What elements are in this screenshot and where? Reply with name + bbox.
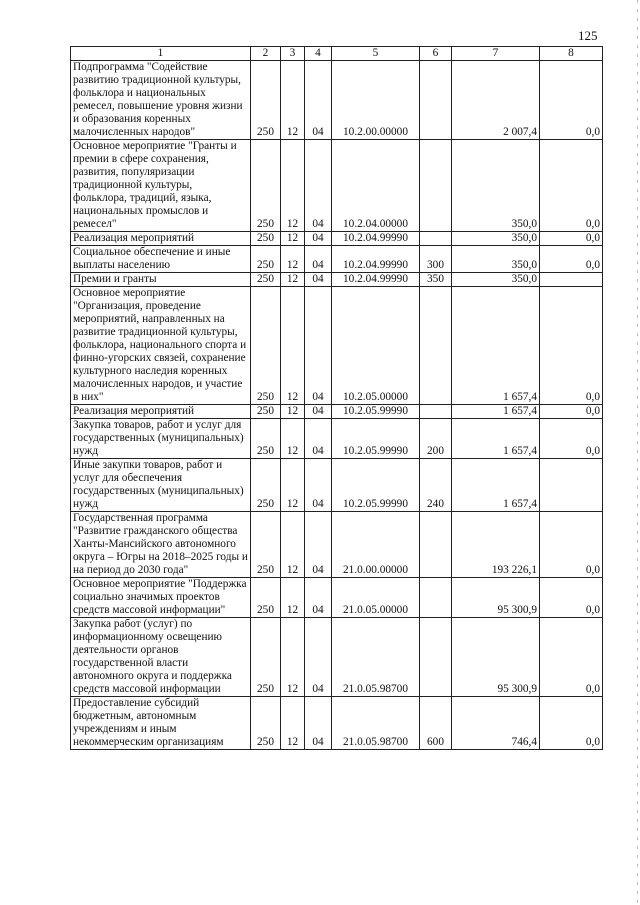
page-number: 125 — [578, 28, 598, 43]
row-col2-cell: 250 — [251, 697, 281, 750]
row-col3-cell: 12 — [281, 618, 305, 697]
row-col3-cell: 12 — [281, 140, 305, 232]
row-code-cell: 10.2.05.99990 — [332, 419, 420, 459]
row-amount2-cell — [540, 459, 603, 512]
row-col3-cell: 12 — [281, 273, 305, 287]
table-row — [71, 697, 603, 750]
table-row — [71, 246, 603, 273]
table-row — [71, 618, 603, 697]
row-type-cell: 240 — [420, 459, 452, 512]
row-type-cell — [420, 512, 452, 578]
row-col2-cell: 250 — [251, 419, 281, 459]
row-type-cell: 200 — [420, 419, 452, 459]
table-row — [71, 512, 603, 578]
row-name-cell: Предоставление субсидий бюджетным, автономным учреждениям и иным некоммерческим организациям — [71, 697, 251, 750]
row-amount2-cell: 0,0 — [540, 419, 603, 459]
row-col2-cell: 250 — [251, 578, 281, 618]
header-col-4: 4 — [305, 47, 332, 61]
table-row — [71, 140, 603, 232]
row-col2-cell: 250 — [251, 232, 281, 246]
row-name-cell: Иные закупки товаров, работ и услуг для обеспечения государственных (муниципальных) нужд — [71, 459, 251, 512]
row-col4-cell: 04 — [305, 578, 332, 618]
row-type-cell — [420, 405, 452, 419]
row-col4-cell: 04 — [305, 273, 332, 287]
row-col2-cell: 250 — [251, 140, 281, 232]
row-amount2-cell: 0,0 — [540, 246, 603, 273]
row-amount-cell: 2 007,4 — [452, 61, 540, 140]
row-col2-cell: 250 — [251, 618, 281, 697]
header-col-7: 7 — [452, 47, 540, 61]
row-amount2-cell: 0,0 — [540, 578, 603, 618]
table-row — [71, 232, 603, 246]
row-col3-cell: 12 — [281, 578, 305, 618]
row-code-cell: 21.0.05.00000 — [332, 578, 420, 618]
row-code-cell: 10.2.05.99990 — [332, 459, 420, 512]
row-type-cell — [420, 578, 452, 618]
row-code-cell: 10.2.04.99990 — [332, 273, 420, 287]
row-code-cell: 10.2.04.99990 — [332, 232, 420, 246]
table-row — [71, 578, 603, 618]
row-col2-cell: 250 — [251, 273, 281, 287]
header-col-5: 5 — [332, 47, 420, 61]
header-col-2: 2 — [251, 47, 281, 61]
row-amount-cell: 95 300,9 — [452, 578, 540, 618]
row-type-cell: 300 — [420, 246, 452, 273]
row-col4-cell: 04 — [305, 512, 332, 578]
row-amount2-cell: 0,0 — [540, 232, 603, 246]
row-col4-cell: 04 — [305, 419, 332, 459]
row-amount-cell: 95 300,9 — [452, 618, 540, 697]
row-amount2-cell: 0,0 — [540, 61, 603, 140]
row-name-cell: Закупка работ (услуг) по информационному освещению деятельности органов государственной власти автономного округа и поддержка средств массовой информации — [71, 618, 251, 697]
row-type-cell — [420, 287, 452, 405]
table-row — [71, 419, 603, 459]
row-code-cell: 21.0.05.98700 — [332, 697, 420, 750]
row-name-cell: Основное мероприятие "Поддержка социально значимых проектов средств массовой информации" — [71, 578, 251, 618]
row-col3-cell: 12 — [281, 246, 305, 273]
row-amount2-cell — [540, 273, 603, 287]
table-row — [71, 273, 603, 287]
row-amount-cell: 350,0 — [452, 232, 540, 246]
row-name-cell: Реализация мероприятий — [71, 405, 251, 419]
row-col4-cell: 04 — [305, 287, 332, 405]
row-amount-cell: 746,4 — [452, 697, 540, 750]
row-code-cell: 10.2.00.00000 — [332, 61, 420, 140]
header-col-8: 8 — [540, 47, 603, 61]
row-type-cell — [420, 232, 452, 246]
row-col3-cell: 12 — [281, 232, 305, 246]
row-amount2-cell: 0,0 — [540, 697, 603, 750]
header-col-6: 6 — [420, 47, 452, 61]
scan-edge-decoration — [637, 0, 638, 905]
row-col4-cell: 04 — [305, 459, 332, 512]
row-name-cell: Закупка товаров, работ и услуг для государственных (муниципальных) нужд — [71, 419, 251, 459]
row-name-cell: Премии и гранты — [71, 273, 251, 287]
row-amount2-cell: 0,0 — [540, 287, 603, 405]
row-col3-cell: 12 — [281, 697, 305, 750]
row-amount-cell: 350,0 — [452, 140, 540, 232]
row-amount-cell: 193 226,1 — [452, 512, 540, 578]
row-col3-cell: 12 — [281, 419, 305, 459]
row-amount-cell: 350,0 — [452, 273, 540, 287]
row-code-cell: 10.2.05.99990 — [332, 405, 420, 419]
row-name-cell: Основное мероприятие "Гранты и премии в сфере сохранения, развития, популяризации традиционной культуры, фольклора, традиций, языка, национальных промыслов и ремесел" — [71, 140, 251, 232]
row-type-cell: 600 — [420, 697, 452, 750]
row-amount2-cell: 0,0 — [540, 140, 603, 232]
table-row — [71, 405, 603, 419]
row-col4-cell: 04 — [305, 618, 332, 697]
row-amount-cell: 1 657,4 — [452, 419, 540, 459]
row-col4-cell: 04 — [305, 246, 332, 273]
row-amount-cell: 1 657,4 — [452, 405, 540, 419]
row-amount-cell: 350,0 — [452, 246, 540, 273]
row-code-cell: 21.0.00.00000 — [332, 512, 420, 578]
table-row — [71, 459, 603, 512]
table-row — [71, 61, 603, 140]
row-col2-cell: 250 — [251, 405, 281, 419]
row-amount2-cell: 0,0 — [540, 405, 603, 419]
row-col3-cell: 12 — [281, 405, 305, 419]
row-amount2-cell: 0,0 — [540, 618, 603, 697]
row-col2-cell: 250 — [251, 246, 281, 273]
row-code-cell: 10.2.04.99990 — [332, 246, 420, 273]
row-col2-cell: 250 — [251, 287, 281, 405]
row-col3-cell: 12 — [281, 61, 305, 140]
row-col3-cell: 12 — [281, 512, 305, 578]
row-col2-cell: 250 — [251, 512, 281, 578]
row-code-cell: 10.2.04.00000 — [332, 140, 420, 232]
row-col3-cell: 12 — [281, 287, 305, 405]
row-type-cell — [420, 618, 452, 697]
row-col2-cell: 250 — [251, 459, 281, 512]
row-name-cell: Государственная программа "Развитие гражданского общества Ханты-Мансийского автономного округа – Югры на 2018–2025 годы и на период до 2030 года" — [71, 512, 251, 578]
table-header — [71, 47, 603, 61]
row-type-cell: 350 — [420, 273, 452, 287]
row-name-cell: Реализация мероприятий — [71, 232, 251, 246]
row-col4-cell: 04 — [305, 61, 332, 140]
header-row — [71, 47, 603, 61]
row-type-cell — [420, 61, 452, 140]
row-col4-cell: 04 — [305, 140, 332, 232]
table-body — [71, 61, 603, 750]
row-amount2-cell: 0,0 — [540, 512, 603, 578]
row-col4-cell: 04 — [305, 405, 332, 419]
row-name-cell: Социальное обеспечение и иные выплаты населению — [71, 246, 251, 273]
row-amount-cell: 1 657,4 — [452, 287, 540, 405]
header-col-3: 3 — [281, 47, 305, 61]
row-name-cell: Подпрограмма "Содействие развитию традиционной культуры, фольклора и национальных ремесел, повышение уровня жизни и образования коренных малочисленных народов" — [71, 61, 251, 140]
row-col4-cell: 04 — [305, 697, 332, 750]
row-code-cell: 10.2.05.00000 — [332, 287, 420, 405]
row-name-cell: Основное мероприятие "Организация, проведение мероприятий, направленных на развитие традиционной культуры, фольклора, национального спорта и финно-угорских связей, сохранение культурного наследия коренных малочисленных народов, и участие в них" — [71, 287, 251, 405]
row-col2-cell: 250 — [251, 61, 281, 140]
row-code-cell: 21.0.05.98700 — [332, 618, 420, 697]
budget-table — [70, 46, 603, 750]
row-col3-cell: 12 — [281, 459, 305, 512]
row-col4-cell: 04 — [305, 232, 332, 246]
row-type-cell — [420, 140, 452, 232]
table-row — [71, 287, 603, 405]
header-col-1: 1 — [71, 47, 251, 61]
row-amount-cell: 1 657,4 — [452, 459, 540, 512]
